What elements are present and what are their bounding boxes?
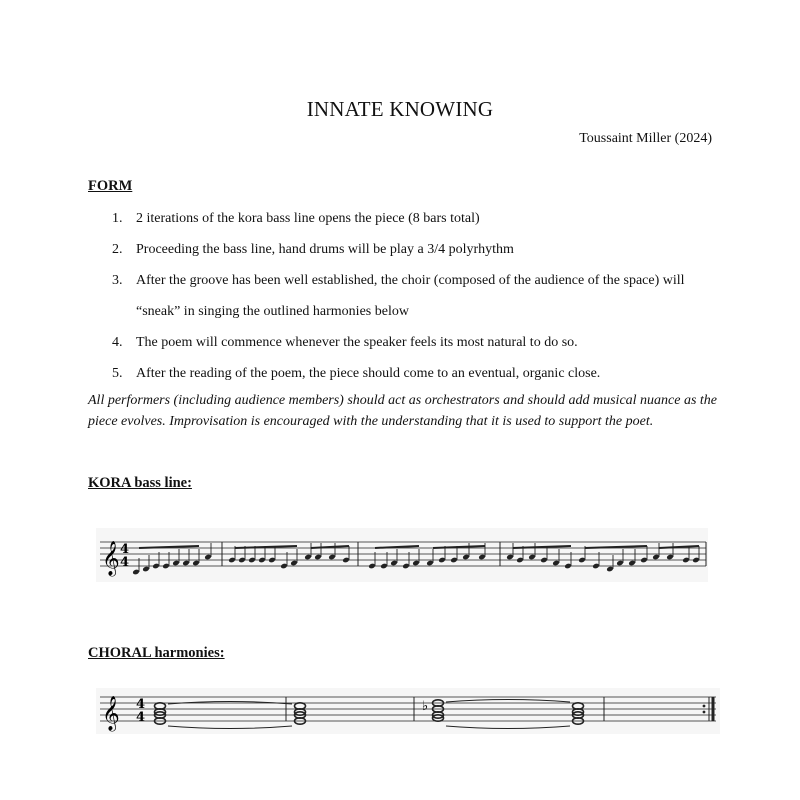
form-item-text: After the reading of the poem, the piece should come to an eventual, organic close.: [136, 366, 601, 381]
form-item-number: 3.: [112, 273, 123, 288]
time-signature-bottom: 4: [120, 555, 130, 570]
choral-staff: [96, 688, 720, 739]
form-item-number: 1.: [112, 211, 123, 226]
composer-credit: Toussaint Miller (2024): [579, 131, 712, 146]
form-item-number: 4.: [112, 335, 123, 350]
form-item-2: [88, 234, 718, 265]
kora-staff-svg: [96, 528, 708, 582]
time-signature-top: 4: [120, 542, 130, 557]
performance-note: All performers (including audience members) should act as orchestrators and should add musical nuance as the piece evolves. Improvisation is encouraged with the understanding that it is used to support the poet.: [88, 393, 718, 429]
form-heading: FORM: [88, 178, 133, 194]
flat-accidental-icon: ♭: [422, 699, 429, 714]
time-signature-top: 4: [136, 697, 146, 712]
kora-heading: KORA bass line:: [88, 475, 192, 491]
form-item-3: [88, 265, 718, 327]
form-item-text: After the groove has been well established, the choir (composed of the audience of the space) will “sneak” in singing the outlined harmonies below: [136, 273, 685, 319]
form-item-number: 2.: [112, 242, 123, 257]
treble-clef-icon: 𝄞: [102, 696, 120, 731]
form-item-text: Proceeding the bass line, hand drums will be play a 3/4 polyrhythm: [136, 242, 514, 257]
form-list: [88, 203, 718, 389]
treble-clef-icon: 𝄞: [102, 541, 120, 576]
staff-background: [96, 528, 708, 582]
form-item-5: [88, 358, 718, 389]
form-item-text: 2 iterations of the kora bass line opens the piece (8 bars total): [136, 211, 480, 226]
time-signature-bottom: 4: [136, 710, 146, 725]
kora-staff: [96, 528, 708, 587]
form-item-text: The poem will commence whenever the speaker feels its most natural to do so.: [136, 335, 578, 350]
form-item-1: [88, 203, 718, 234]
choral-heading: CHORAL harmonies:: [88, 645, 225, 661]
form-item-4: [88, 327, 718, 358]
form-item-number: 5.: [112, 366, 123, 381]
piece-title: INNATE KNOWING: [306, 97, 494, 121]
choral-staff-svg: [96, 688, 720, 734]
